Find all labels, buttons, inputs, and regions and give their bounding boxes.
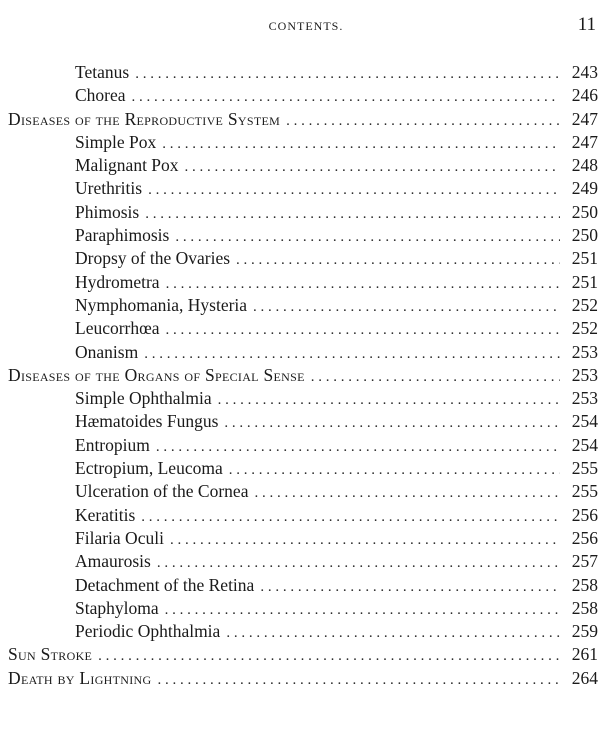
dot-leader <box>144 346 560 363</box>
toc-entry <box>8 225 598 248</box>
entry-label: Sun Stroke <box>8 644 93 665</box>
entry-label: Onanism <box>75 341 139 362</box>
dot-leader <box>226 625 560 642</box>
entry-page-number: 259 <box>571 621 598 642</box>
dot-leader <box>156 439 560 456</box>
entry-page-number: 243 <box>571 62 598 82</box>
toc-section-heading <box>8 644 598 667</box>
toc-entry <box>8 411 598 434</box>
dot-leader <box>218 392 560 409</box>
entry-page-number: 252 <box>571 318 598 339</box>
entry-page-number: 261 <box>571 644 598 665</box>
dot-leader <box>286 113 560 130</box>
entry-label: Simple Ophthalmia <box>75 388 212 409</box>
entry-label: Hæmatoides Fungus <box>75 411 219 432</box>
toc-entry <box>8 132 598 155</box>
toc-entry <box>8 248 598 271</box>
toc-entry <box>8 155 598 178</box>
dot-leader <box>224 415 560 432</box>
entry-page-number: 252 <box>571 294 598 315</box>
entry-label: Keratitis <box>75 504 136 525</box>
entry-page-number: 256 <box>571 527 598 548</box>
entry-label: Detachment of the Retina <box>75 574 255 595</box>
entry-page-number: 258 <box>571 574 598 595</box>
dot-leader <box>175 229 560 246</box>
entry-page-number: 246 <box>571 85 598 106</box>
entry-label: Dropsy of the Ovaries <box>75 248 231 269</box>
dot-leader <box>185 159 560 176</box>
entry-label: Simple Pox <box>75 131 157 152</box>
entry-page-number: 254 <box>571 434 598 455</box>
dot-leader <box>253 299 560 316</box>
dot-leader <box>170 532 560 549</box>
entry-label: Malignant Pox <box>75 155 179 176</box>
dot-leader <box>145 206 560 223</box>
toc-entry <box>8 575 598 598</box>
dot-leader <box>311 369 560 386</box>
entry-label: Hydrometra <box>75 271 160 292</box>
page-number: 11 <box>577 14 596 35</box>
entry-page-number: 250 <box>571 201 598 222</box>
toc-section-heading <box>8 365 598 388</box>
entry-page-number: 251 <box>571 248 598 269</box>
toc-entry <box>8 62 598 85</box>
entry-page-number: 249 <box>571 178 598 199</box>
toc-entry <box>8 318 598 341</box>
toc-entry <box>8 295 598 318</box>
entry-label: Filaria Oculi <box>75 527 164 548</box>
dot-leader <box>157 672 560 689</box>
entry-label: Diseases of the Organs of Special Sense <box>8 364 305 385</box>
dot-leader <box>166 276 560 293</box>
entry-label: Ectropium, Leucoma <box>75 458 223 479</box>
entry-page-number: 253 <box>571 341 598 362</box>
entry-page-number: 253 <box>571 364 598 385</box>
entry-page-number: 254 <box>571 411 598 432</box>
toc-entry <box>8 481 598 504</box>
entry-label: Tetanus <box>75 62 130 82</box>
toc-entry <box>8 85 598 108</box>
toc-entry <box>8 458 598 481</box>
toc-entry <box>8 435 598 458</box>
entry-page-number: 264 <box>571 667 598 688</box>
entry-label: Staphyloma <box>75 597 159 618</box>
entry-label: Nymphomania, Hysteria <box>75 294 248 315</box>
toc-section-heading <box>8 109 598 132</box>
dot-leader <box>98 648 560 665</box>
entry-label: Phimosis <box>75 201 140 222</box>
toc-section-heading <box>8 668 598 691</box>
dot-leader <box>236 252 560 269</box>
toc-entry <box>8 342 598 365</box>
dot-leader <box>132 89 560 106</box>
entry-label: Ulceration of the Cornea <box>75 481 249 502</box>
entry-label: Leucorrhœa <box>75 318 160 339</box>
entry-page-number: 251 <box>571 271 598 292</box>
toc-entry <box>8 528 598 551</box>
toc-entry <box>8 551 598 574</box>
dot-leader <box>260 579 560 596</box>
dot-leader <box>135 66 560 83</box>
entry-page-number: 247 <box>571 131 598 152</box>
entry-label: Paraphimosis <box>75 225 170 246</box>
dot-leader <box>141 509 560 526</box>
entry-label: Chorea <box>75 85 126 106</box>
dot-leader <box>157 555 560 572</box>
page-header <box>0 14 612 40</box>
dot-leader <box>254 485 560 502</box>
dot-leader <box>165 602 560 619</box>
entry-label: Death by Lightning <box>8 667 152 688</box>
entry-page-number: 250 <box>571 225 598 246</box>
dot-leader <box>229 462 560 479</box>
entry-page-number: 258 <box>571 597 598 618</box>
running-title: CONTENTS. <box>268 19 344 33</box>
table-of-contents <box>8 62 598 691</box>
toc-entry <box>8 598 598 621</box>
toc-entry <box>8 505 598 528</box>
toc-entry <box>8 621 598 644</box>
dot-leader <box>148 182 560 199</box>
dot-leader <box>162 136 560 153</box>
entry-label: Urethritis <box>75 178 143 199</box>
entry-page-number: 247 <box>571 108 598 129</box>
dot-leader <box>166 322 560 339</box>
entry-page-number: 255 <box>571 481 598 502</box>
toc-entry <box>8 388 598 411</box>
entry-page-number: 255 <box>571 458 598 479</box>
entry-label: Entropium <box>75 434 150 455</box>
entry-page-number: 248 <box>571 155 598 176</box>
entry-page-number: 256 <box>571 504 598 525</box>
entry-label: Amaurosis <box>75 551 151 572</box>
toc-entry <box>8 178 598 201</box>
entry-label: Periodic Ophthalmia <box>75 621 221 642</box>
toc-entry <box>8 202 598 225</box>
entry-page-number: 257 <box>571 551 598 572</box>
entry-page-number: 253 <box>571 388 598 409</box>
toc-entry <box>8 272 598 295</box>
entry-label: Diseases of the Reproductive System <box>8 108 281 129</box>
